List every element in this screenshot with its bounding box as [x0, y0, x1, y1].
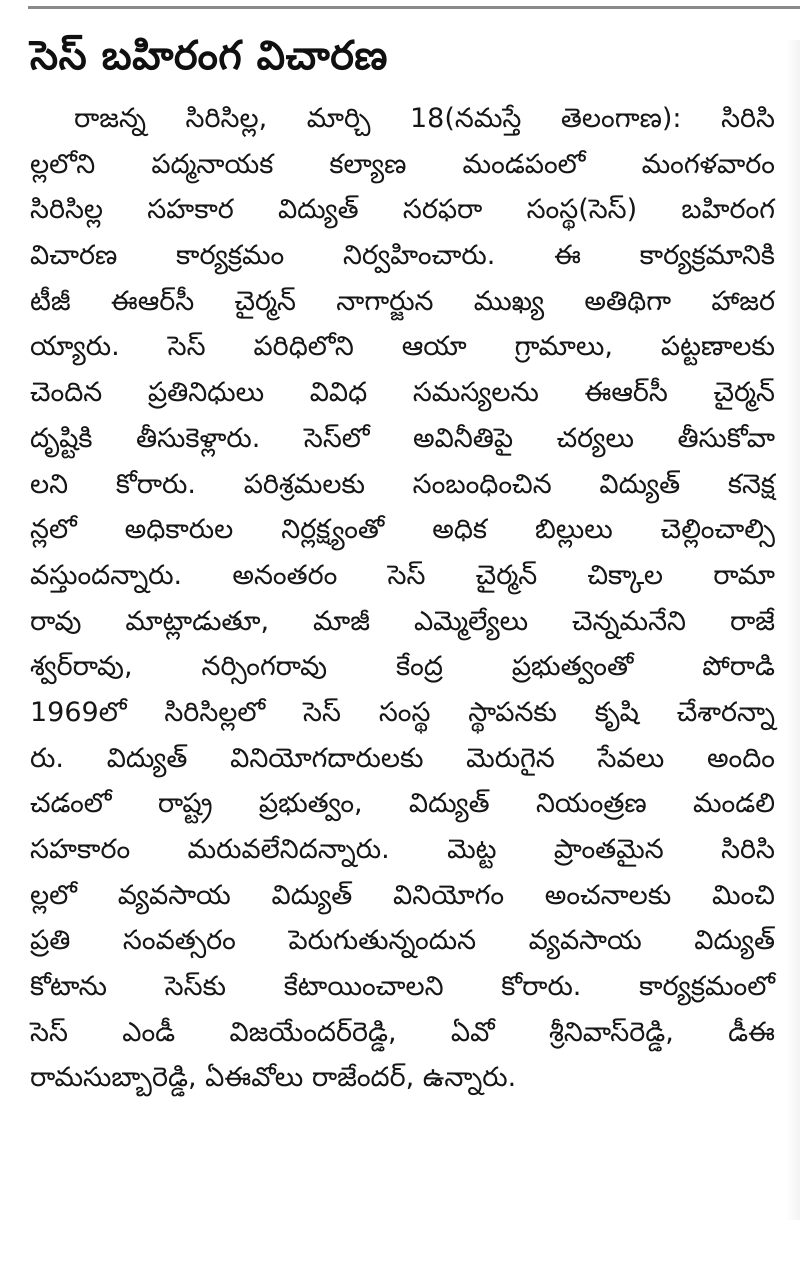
article-line: చెందిన ప్రతినిధులు వివిధ సమస్యలను ఈఆర్‌సీ చైర్మన్	[30, 377, 775, 409]
page-edge-shadow	[786, 40, 800, 1220]
article-body	[30, 96, 775, 1101]
article-line: రావు మాట్లాడుతూ, మాజీ ఎమ్మెల్యేలు చెన్నమనేని రాజే	[30, 605, 775, 637]
article-line: చడంలో రాష్ట్ర ప్రభుత్వం, విద్యుత్ నియంత్రణ మండలి	[30, 788, 775, 820]
article-line: వస్తుందన్నారు. అనంతరం సెస్ చైర్మన్ చిక్కాల రామా	[30, 559, 775, 591]
article-line: య్యారు. సెస్ పరిధిలోని ఆయా గ్రామాలు, పట్టణాలకు	[30, 331, 775, 363]
article-line: టీజీ ఈఆర్‌సీ చైర్మన్ నాగార్జున ముఖ్య అతిథిగా హాజర	[30, 285, 775, 317]
article-line: 1969లో సిరిసిల్లలో సెస్ సంస్థ స్థాపనకు కృషి చేశారన్నా	[30, 696, 775, 728]
article-line: దృష్టికి తీసుకెళ్లారు. సెస్‌లో అవినీతిపై చర్యలు తీసుకోవా	[30, 422, 775, 454]
article-line: శ్వర్‌రావు, నర్సింగరావు కేంద్ర ప్రభుత్వంతో పోరాడి	[30, 651, 775, 683]
article-line: విచారణ కార్యక్రమం నిర్వహించారు. ఈ కార్యక్రమానికి	[30, 240, 775, 272]
article-line: ప్రతి సంవత్సరం పెరుగుతున్నందున వ్యవసాయ విద్యుత్	[30, 925, 775, 957]
article-line: న్లలో అధికారుల నిర్లక్ష్యంతో అధిక బిల్లులు చెల్లించాల్సి	[30, 514, 775, 546]
article-line: రామసుబ్బారెడ్డి, ఏఈవోలు రాజేందర్, ఉన్నారు.	[30, 1062, 517, 1094]
article-line: సిరిసిల్ల సహకార విద్యుత్ సరఫరా సంస్థ(సెస్) బహిరంగ	[30, 194, 775, 226]
article-line: రు. విద్యుత్ వినియోగదారులకు మెరుగైన సేవలు అందిం	[30, 742, 775, 774]
article-line: సెస్ ఎండీ విజయేందర్‌రెడ్డి, ఏవో శ్రీనివాస్‌రెడ్డి, డీఈ	[30, 1016, 775, 1048]
article-line: రాజన్న సిరిసిల్ల, మార్చి 18(నమస్తే తెలంగాణ): సిరిసి	[74, 103, 775, 134]
article-headline: సెస్ బహిరంగ విచారణ	[30, 33, 388, 79]
top-rule-divider	[28, 6, 800, 9]
article-line: ల్లలో వ్యవసాయ విద్యుత్ వినియోగం అంచనాలకు మించి	[30, 879, 775, 911]
article-line: సహకారం మరువలేనిదన్నారు. మెట్ట ప్రాంతమైన సిరిసి	[30, 834, 775, 865]
article-line: కోటాను సెస్‌కు కేటాయించాలని కోరారు. కార్యక్రమంలో	[30, 971, 775, 1003]
article-line: లని కోరారు. పరిశ్రమలకు సంబంధించిన విద్యుత్ కనెక్ష	[30, 468, 775, 500]
article-line: ల్లలోని పద్మనాయక కల్యాణ మండపంలో మంగళవారం	[30, 148, 775, 180]
